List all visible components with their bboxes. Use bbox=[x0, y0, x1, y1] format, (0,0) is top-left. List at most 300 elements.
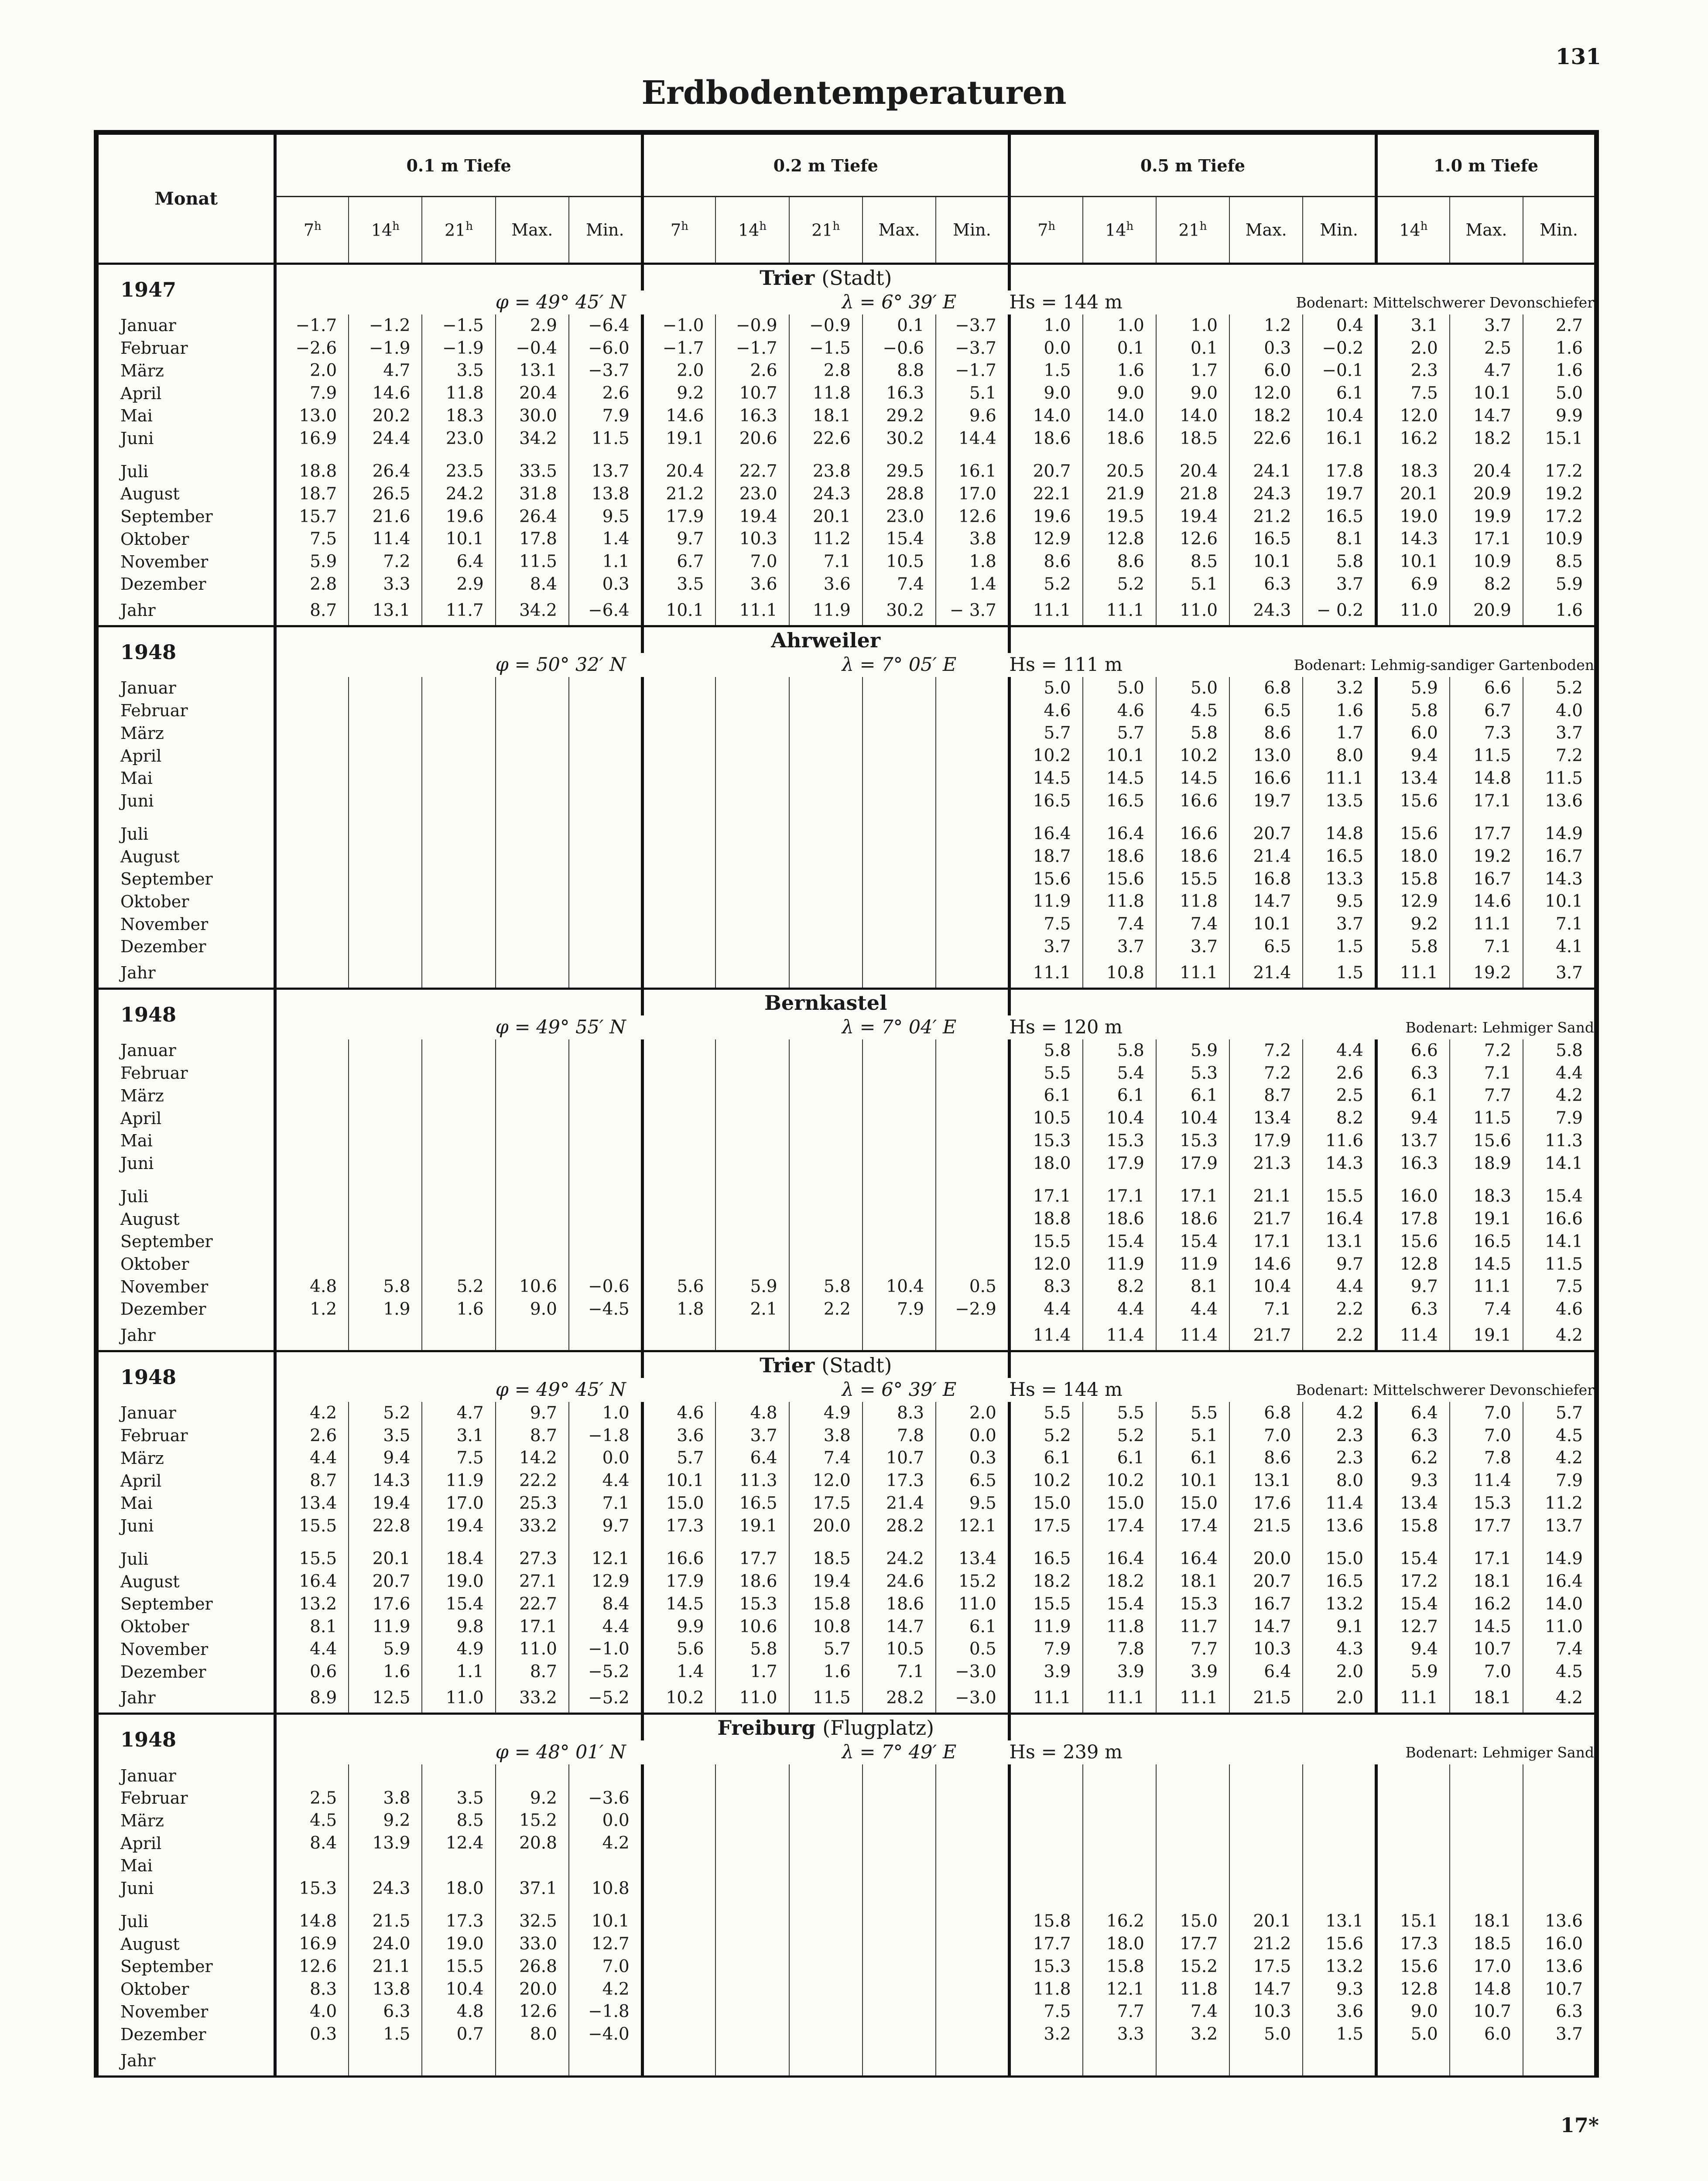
station-name: Trier bbox=[760, 1353, 815, 1377]
value-cell: 15.3 bbox=[299, 1878, 337, 1898]
cell-spacer bbox=[863, 1175, 936, 1185]
value-cell: 7.1 bbox=[569, 1492, 642, 1515]
value-cell bbox=[715, 845, 789, 868]
value-cell bbox=[936, 958, 1009, 988]
station-elevation: Hs = 111 m bbox=[1009, 654, 1123, 676]
value-cell: 6.4 bbox=[422, 550, 495, 573]
value-cell: 26.4 bbox=[349, 460, 422, 483]
value-cell: 7.2 bbox=[1523, 745, 1597, 767]
value-cell: 22.1 bbox=[1009, 483, 1082, 506]
row-spacer bbox=[96, 450, 1597, 460]
value-cell: 2.1 bbox=[715, 1298, 789, 1321]
value-cell: 9.4 bbox=[1376, 1107, 1450, 1130]
month-label: Dezember bbox=[96, 1298, 275, 1321]
value-cell bbox=[936, 2023, 1009, 2046]
value-cell bbox=[936, 1152, 1009, 1175]
value-cell: 4.4 bbox=[1303, 1039, 1376, 1062]
value-cell: 2.6 bbox=[1303, 1062, 1376, 1084]
value-cell bbox=[936, 1809, 1009, 1832]
value-cell bbox=[275, 1253, 349, 1275]
value-cell: 0.5 bbox=[936, 1638, 1009, 1661]
value-cell: 16.7 bbox=[1523, 845, 1597, 868]
value-cell bbox=[715, 1107, 789, 1130]
value-cell bbox=[496, 1208, 569, 1231]
value-cell: 14.1 bbox=[1523, 1152, 1597, 1175]
value-cell bbox=[349, 1084, 422, 1107]
value-cell: 18.6 bbox=[1083, 845, 1156, 868]
cell-spacer bbox=[1303, 450, 1376, 460]
value-cell: 20.2 bbox=[349, 404, 422, 427]
value-cell: 17.1 bbox=[1229, 1230, 1303, 1253]
value-cell: 17.8 bbox=[1376, 1208, 1450, 1231]
value-cell: −1.2 bbox=[349, 315, 422, 337]
value-cell bbox=[275, 1084, 349, 1107]
month-row bbox=[96, 1570, 1597, 1593]
value-cell: 21.4 bbox=[1229, 958, 1303, 988]
value-cell bbox=[1156, 1877, 1229, 1900]
value-cell bbox=[863, 913, 936, 936]
value-cell: 19.1 bbox=[715, 1514, 789, 1537]
value-cell: 14.6 bbox=[349, 382, 422, 405]
month-row bbox=[96, 528, 1597, 550]
value-cell: −1.7 bbox=[295, 315, 337, 335]
value-cell: 7.0 bbox=[1450, 1661, 1523, 1683]
value-cell: 10.7 bbox=[863, 1447, 936, 1470]
value-cell bbox=[936, 699, 1009, 722]
month-label: August bbox=[96, 845, 275, 868]
value-cell: 21.4 bbox=[1229, 845, 1303, 868]
value-cell: −1.7 bbox=[642, 337, 715, 359]
cell-spacer bbox=[1009, 1537, 1082, 1548]
value-cell: 21.3 bbox=[1229, 1152, 1303, 1175]
header-spacer bbox=[275, 1351, 642, 1378]
value-cell: 5.8 bbox=[1009, 1039, 1082, 1062]
value-cell: −2.6 bbox=[295, 338, 337, 358]
value-cell: 11.3 bbox=[1523, 1130, 1597, 1152]
cell-spacer bbox=[422, 1537, 495, 1548]
value-cell bbox=[642, 868, 715, 890]
month-row bbox=[96, 315, 1597, 337]
value-cell bbox=[422, 1320, 495, 1351]
value-cell bbox=[715, 1253, 789, 1275]
value-cell: 18.4 bbox=[422, 1548, 495, 1570]
value-cell: 5.1 bbox=[936, 382, 1009, 405]
value-cell bbox=[496, 677, 569, 700]
cell-spacer bbox=[496, 812, 569, 823]
value-cell bbox=[569, 1855, 642, 1877]
cell-spacer bbox=[1523, 1537, 1597, 1548]
value-cell: 11.0 bbox=[936, 1593, 1009, 1615]
subcolumn-header: 14$^h$ bbox=[1376, 197, 1450, 264]
value-cell: 7.0 bbox=[1450, 1424, 1523, 1447]
value-cell bbox=[936, 677, 1009, 700]
value-cell: 10.1 bbox=[422, 528, 495, 550]
value-cell: 10.3 bbox=[1229, 2000, 1303, 2023]
value-cell: 16.5 bbox=[1303, 1570, 1376, 1593]
station-name: Freiburg bbox=[717, 1716, 816, 1740]
value-cell: 29.5 bbox=[863, 460, 936, 483]
month-label: April bbox=[96, 745, 275, 767]
station-name-space bbox=[815, 1716, 822, 1740]
month-row bbox=[96, 868, 1597, 890]
value-cell: 13.8 bbox=[349, 1978, 422, 2000]
value-cell: 9.4 bbox=[1376, 745, 1450, 767]
cell-spacer bbox=[789, 1175, 863, 1185]
month-label: August bbox=[96, 1933, 275, 1955]
value-cell: 15.4 bbox=[1083, 1230, 1156, 1253]
value-cell bbox=[1083, 1855, 1156, 1877]
value-cell: 12.0 bbox=[789, 1470, 863, 1492]
month-label: April bbox=[96, 1107, 275, 1130]
value-cell: 3.7 bbox=[1303, 573, 1376, 596]
value-cell: 16.4 bbox=[1523, 1570, 1597, 1593]
value-cell: 15.8 bbox=[1376, 1514, 1450, 1537]
row-spacer bbox=[96, 1900, 1597, 1910]
value-cell: 6.4 bbox=[1229, 1661, 1303, 1683]
value-cell bbox=[569, 868, 642, 890]
value-cell bbox=[1229, 2045, 1303, 2076]
value-cell: 11.3 bbox=[715, 1470, 789, 1492]
value-cell: 1.6 bbox=[1523, 337, 1597, 359]
value-cell bbox=[1523, 2045, 1597, 2076]
value-cell: 12.8 bbox=[1083, 528, 1156, 550]
value-cell bbox=[642, 958, 715, 988]
month-row bbox=[96, 1084, 1597, 1107]
value-cell: 20.9 bbox=[1450, 595, 1523, 626]
value-cell bbox=[936, 767, 1009, 790]
station-name: Bernkastel bbox=[764, 991, 887, 1015]
value-cell bbox=[642, 1253, 715, 1275]
month-row bbox=[96, 1832, 1597, 1855]
value-cell: 5.5 bbox=[1083, 1402, 1156, 1425]
value-cell bbox=[863, 958, 936, 988]
value-cell: 7.4 bbox=[1523, 1638, 1597, 1661]
value-cell: 5.0 bbox=[1009, 677, 1082, 700]
value-cell: −3.7 bbox=[936, 315, 1009, 337]
value-cell: 10.3 bbox=[1229, 1638, 1303, 1661]
value-cell: 1.6 bbox=[1523, 359, 1597, 382]
subcolumn-header: Max. bbox=[1450, 197, 1523, 264]
value-cell: 33.0 bbox=[496, 1933, 569, 1955]
month-row bbox=[96, 823, 1597, 845]
month-row bbox=[96, 1764, 1597, 1787]
value-cell: 8.7 bbox=[310, 600, 337, 620]
value-cell: 20.1 bbox=[1376, 483, 1450, 506]
value-cell bbox=[863, 845, 936, 868]
value-cell: 13.7 bbox=[1376, 1130, 1450, 1152]
value-cell: 20.4 bbox=[1450, 460, 1523, 483]
value-cell: 11.2 bbox=[789, 528, 863, 550]
value-cell: 15.8 bbox=[789, 1593, 863, 1615]
value-cell: 5.2 bbox=[1009, 573, 1082, 596]
value-cell: 16.4 bbox=[1083, 823, 1156, 845]
value-cell: 18.6 bbox=[1156, 1208, 1229, 1231]
value-cell: 10.1 bbox=[569, 1910, 642, 1933]
value-cell: 11.9 bbox=[349, 1615, 422, 1638]
value-cell bbox=[275, 1062, 349, 1084]
cell-spacer bbox=[715, 812, 789, 823]
value-cell bbox=[569, 958, 642, 988]
month-label: April bbox=[96, 1832, 275, 1855]
value-cell bbox=[1376, 1877, 1450, 1900]
value-cell bbox=[789, 1809, 863, 1832]
value-cell: 4.4 bbox=[310, 1639, 337, 1659]
value-cell: −3.6 bbox=[569, 1787, 642, 1809]
month-spacer bbox=[96, 812, 275, 823]
value-cell bbox=[1009, 1809, 1082, 1832]
value-cell bbox=[1083, 1764, 1156, 1787]
value-cell bbox=[275, 790, 349, 812]
value-cell: 24.3 bbox=[349, 1877, 422, 1900]
cell-spacer bbox=[1156, 1900, 1229, 1910]
value-cell bbox=[1450, 2045, 1523, 2076]
subcolumn-header: 7$^h$ bbox=[1009, 197, 1082, 264]
value-cell: 17.6 bbox=[1229, 1492, 1303, 1515]
value-cell bbox=[642, 845, 715, 868]
value-cell: 6.5 bbox=[1229, 936, 1303, 958]
value-cell: 4.2 bbox=[1523, 1447, 1597, 1470]
value-cell: 17.8 bbox=[1303, 460, 1376, 483]
value-cell bbox=[496, 722, 569, 745]
value-cell: 10.2 bbox=[1083, 1470, 1156, 1492]
value-cell: 8.1 bbox=[1156, 1275, 1229, 1298]
value-cell: 18.1 bbox=[1156, 1570, 1229, 1593]
value-cell: 12.7 bbox=[569, 1933, 642, 1955]
value-cell: 11.8 bbox=[422, 382, 495, 405]
value-cell bbox=[715, 1832, 789, 1855]
value-cell: 17.1 bbox=[1156, 1185, 1229, 1208]
value-cell bbox=[936, 823, 1009, 845]
value-cell: 19.4 bbox=[715, 505, 789, 528]
value-cell bbox=[1303, 1877, 1376, 1900]
value-cell: 15.1 bbox=[1523, 427, 1597, 450]
value-cell: 3.7 bbox=[1009, 936, 1082, 958]
value-cell: 20.0 bbox=[496, 1978, 569, 2000]
value-cell: 14.5 bbox=[1450, 1253, 1523, 1275]
value-cell: 4.7 bbox=[422, 1402, 495, 1425]
value-cell: 10.1 bbox=[1229, 550, 1303, 573]
value-cell: 15.4 bbox=[422, 1593, 495, 1615]
value-cell: 8.4 bbox=[569, 1593, 642, 1615]
month-label: Januar bbox=[96, 1039, 275, 1062]
value-cell bbox=[642, 1084, 715, 1107]
value-cell: 14.8 bbox=[299, 1911, 337, 1931]
value-cell: 18.0 bbox=[422, 1877, 495, 1900]
value-cell bbox=[349, 845, 422, 868]
value-cell bbox=[1229, 1832, 1303, 1855]
month-row bbox=[96, 483, 1597, 506]
value-cell: 3.5 bbox=[349, 1424, 422, 1447]
value-cell: 15.3 bbox=[1009, 1130, 1082, 1152]
value-cell: 11.5 bbox=[1450, 1107, 1523, 1130]
value-cell: 9.0 bbox=[1009, 382, 1082, 405]
month-row bbox=[96, 1298, 1597, 1321]
value-cell: 0.0 bbox=[936, 1424, 1009, 1447]
value-cell bbox=[275, 1855, 349, 1877]
value-cell: 3.9 bbox=[1156, 1661, 1229, 1683]
value-cell: 21.4 bbox=[863, 1492, 936, 1515]
cell-spacer bbox=[789, 1900, 863, 1910]
month-label: März bbox=[96, 359, 275, 382]
cell-spacer bbox=[715, 1175, 789, 1185]
value-cell bbox=[422, 767, 495, 790]
value-cell bbox=[1156, 1832, 1229, 1855]
value-cell: 16.5 bbox=[1450, 1230, 1523, 1253]
value-cell: 18.0 bbox=[1376, 845, 1450, 868]
value-cell bbox=[275, 936, 349, 958]
value-cell bbox=[863, 1107, 936, 1130]
month-label: September bbox=[96, 1230, 275, 1253]
value-cell: −1.9 bbox=[349, 337, 422, 359]
cell-spacer bbox=[715, 1900, 789, 1910]
month-row bbox=[96, 790, 1597, 812]
value-cell bbox=[715, 722, 789, 745]
value-cell: 11.0 bbox=[1156, 595, 1229, 626]
value-cell: 24.4 bbox=[349, 427, 422, 450]
value-cell: 11.5 bbox=[569, 427, 642, 450]
value-cell: 12.8 bbox=[1376, 1253, 1450, 1275]
value-cell bbox=[1156, 1809, 1229, 1832]
value-cell: 3.7 bbox=[1523, 2023, 1597, 2046]
value-cell: 5.5 bbox=[1156, 1402, 1229, 1425]
value-cell: 6.1 bbox=[1083, 1447, 1156, 1470]
value-cell: 11.1 bbox=[1450, 913, 1523, 936]
cell-spacer bbox=[1523, 1175, 1597, 1185]
value-cell: 20.7 bbox=[1009, 460, 1082, 483]
value-cell bbox=[642, 936, 715, 958]
value-cell bbox=[1083, 1832, 1156, 1855]
value-cell: 6.3 bbox=[1376, 1298, 1450, 1321]
value-cell bbox=[863, 722, 936, 745]
value-cell: 21.2 bbox=[1229, 505, 1303, 528]
value-cell: 4.0 bbox=[310, 2002, 337, 2022]
value-cell bbox=[715, 767, 789, 790]
value-cell: 30.2 bbox=[863, 427, 936, 450]
value-cell: 7.2 bbox=[1229, 1062, 1303, 1084]
value-cell: 3.8 bbox=[789, 1424, 863, 1447]
value-cell bbox=[1450, 1764, 1523, 1787]
value-cell bbox=[789, 677, 863, 700]
value-cell bbox=[569, 823, 642, 845]
value-cell bbox=[1083, 1787, 1156, 1809]
value-cell: 16.4 bbox=[299, 1572, 337, 1592]
value-cell bbox=[569, 1764, 642, 1787]
value-cell: 20.0 bbox=[1229, 1548, 1303, 1570]
value-cell bbox=[936, 1955, 1009, 1978]
value-cell: 12.7 bbox=[1376, 1615, 1450, 1638]
value-cell: 2.6 bbox=[569, 382, 642, 405]
value-cell: 1.7 bbox=[715, 1661, 789, 1683]
value-cell: 13.4 bbox=[1376, 767, 1450, 790]
value-cell: 1.5 bbox=[1303, 936, 1376, 958]
value-cell bbox=[569, 767, 642, 790]
month-row bbox=[96, 1809, 1597, 1832]
value-cell: 24.3 bbox=[1229, 483, 1303, 506]
value-cell: 11.2 bbox=[1523, 1492, 1597, 1515]
value-cell bbox=[569, 1107, 642, 1130]
value-cell: 0.3 bbox=[310, 2024, 337, 2044]
section-coordinates-row bbox=[96, 1015, 1597, 1039]
value-cell: 20.1 bbox=[1229, 1910, 1303, 1933]
value-cell: 15.7 bbox=[299, 506, 337, 526]
value-cell: 6.1 bbox=[1303, 382, 1376, 405]
value-cell: 19.2 bbox=[1450, 958, 1523, 988]
section-year: 1948 bbox=[96, 1351, 275, 1402]
value-cell bbox=[863, 868, 936, 890]
value-cell bbox=[789, 745, 863, 767]
value-cell: 16.8 bbox=[1229, 868, 1303, 890]
section-year: 1948 bbox=[96, 989, 275, 1039]
value-cell: 0.0 bbox=[569, 1447, 642, 1470]
cell-spacer bbox=[349, 1900, 422, 1910]
cell-spacer bbox=[275, 1900, 349, 1910]
value-cell bbox=[349, 767, 422, 790]
value-cell: 19.0 bbox=[422, 1933, 495, 1955]
hour-suffix: h bbox=[1048, 220, 1056, 233]
value-cell: 11.4 bbox=[1083, 1320, 1156, 1351]
value-cell: 16.7 bbox=[1229, 1593, 1303, 1615]
value-cell: 7.8 bbox=[1083, 1638, 1156, 1661]
value-cell bbox=[496, 845, 569, 868]
station-elevation: Hs = 144 m bbox=[1009, 291, 1123, 314]
value-cell: 6.1 bbox=[1009, 1084, 1082, 1107]
cell-spacer bbox=[349, 1537, 422, 1548]
cell-spacer bbox=[936, 1900, 1009, 1910]
value-cell: 4.4 bbox=[1303, 1275, 1376, 1298]
value-cell bbox=[496, 1253, 569, 1275]
value-cell bbox=[642, 1809, 715, 1832]
value-cell: 8.9 bbox=[310, 1688, 337, 1708]
value-cell: 18.6 bbox=[1083, 1208, 1156, 1231]
value-cell: 9.7 bbox=[1303, 1253, 1376, 1275]
value-cell bbox=[936, 1855, 1009, 1877]
value-cell: 3.8 bbox=[349, 1787, 422, 1809]
value-cell: 9.7 bbox=[1376, 1275, 1450, 1298]
cell-spacer bbox=[1229, 812, 1303, 823]
value-cell: 13.7 bbox=[1523, 1514, 1597, 1537]
hour-suffix: h bbox=[392, 220, 400, 233]
value-cell: 9.2 bbox=[496, 1787, 569, 1809]
value-cell: 13.0 bbox=[299, 406, 337, 426]
value-cell bbox=[863, 1933, 936, 1955]
value-cell: 11.9 bbox=[789, 595, 863, 626]
value-cell: 21.6 bbox=[349, 505, 422, 528]
value-cell bbox=[349, 677, 422, 700]
value-cell: 15.6 bbox=[1376, 1230, 1450, 1253]
value-cell: 16.9 bbox=[299, 1934, 337, 1954]
value-cell bbox=[422, 1107, 495, 1130]
value-cell bbox=[422, 2045, 495, 2076]
value-cell: −0.4 bbox=[496, 337, 569, 359]
value-cell: 4.6 bbox=[642, 1402, 715, 1425]
value-cell: 7.7 bbox=[1083, 2000, 1156, 2023]
value-cell bbox=[863, 890, 936, 913]
value-cell bbox=[789, 868, 863, 890]
value-cell: 2.9 bbox=[422, 573, 495, 596]
value-cell: 21.5 bbox=[349, 1910, 422, 1933]
value-cell bbox=[275, 722, 349, 745]
value-cell: 10.3 bbox=[715, 528, 789, 550]
value-cell: 3.5 bbox=[422, 1787, 495, 1809]
value-cell: 16.6 bbox=[1156, 823, 1229, 845]
value-cell bbox=[863, 699, 936, 722]
month-spacer bbox=[96, 1537, 275, 1548]
value-cell: 11.8 bbox=[1009, 1978, 1082, 2000]
month-label: November bbox=[96, 913, 275, 936]
value-cell: 1.0 bbox=[569, 1402, 642, 1425]
value-cell: 6.6 bbox=[1450, 677, 1523, 700]
value-cell: 6.0 bbox=[1229, 359, 1303, 382]
